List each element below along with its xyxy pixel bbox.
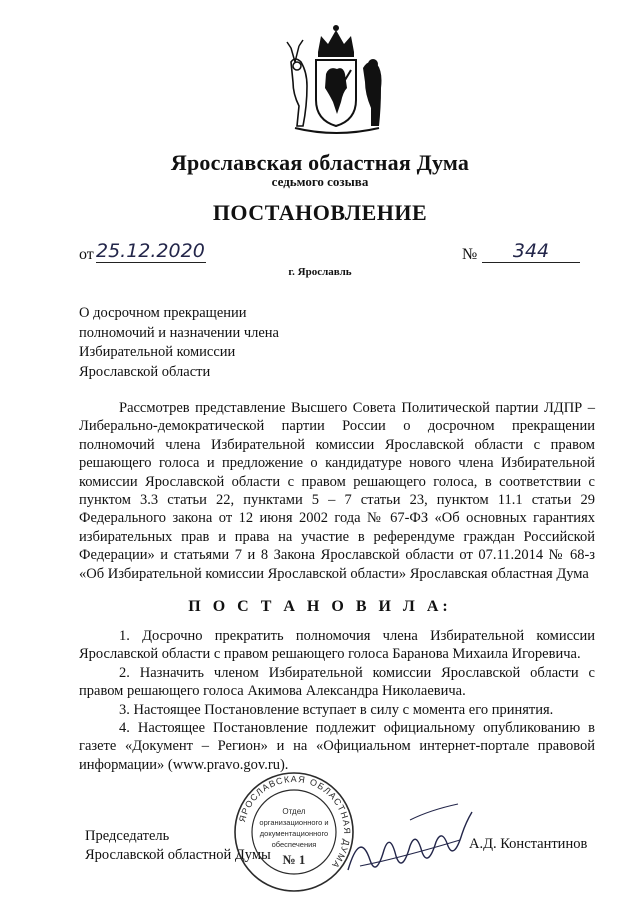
number-value: 344 bbox=[482, 240, 580, 263]
resolution-item: 2. Назначить членом Избирательной комиссии Ярославской области с правом решающего голоса Акимова Александра Николаевича. bbox=[79, 664, 595, 700]
stamp-inner-line: обеспечения bbox=[271, 840, 317, 849]
organization-name: Ярославская областная Дума bbox=[170, 150, 470, 175]
document-subject: О досрочном прекращении полномочий и назначении члена Избирательной комиссии Ярославской области bbox=[79, 305, 279, 380]
stamp-inner-line: документационного bbox=[259, 829, 329, 838]
stamp-number: № 1 bbox=[282, 852, 306, 867]
city-label: г. Ярославль bbox=[288, 266, 352, 278]
signatory-position: Председатель Ярославской областной Думы bbox=[85, 828, 271, 863]
resolution-item: 4. Настоящее Постановление подлежит официальному опубликованию в газете «Документ – Регион» и на «Официальном интернет-портале правовой информации» (www.pravo.gov.ru). bbox=[79, 720, 595, 773]
date-label: от bbox=[79, 246, 94, 263]
coat-of-arms-logo bbox=[281, 22, 391, 140]
stamp-ring-text: ЯРОСЛАВСКАЯ ОБЛАСТНАЯ ДУМА bbox=[237, 773, 353, 871]
handwritten-signature bbox=[340, 800, 480, 880]
stamp-inner-line: организационного и bbox=[259, 818, 329, 827]
stamp-inner-line: Отдел bbox=[282, 807, 306, 816]
signatory-name: А.Д. Константинов bbox=[469, 836, 588, 852]
resolution-item: 3. Настоящее Постановление вступает в силу с момента его принятия. bbox=[119, 701, 554, 718]
resolution-items bbox=[79, 627, 595, 774]
resolution-item: 1. Досрочно прекратить полномочия члена Избирательной комиссии Ярославской области с правом решающего голоса Баранова Михаила Игоревича. bbox=[79, 628, 595, 663]
number-label: № bbox=[462, 246, 478, 263]
document-type-title: ПОСТАНОВЛЕНИЕ bbox=[212, 200, 428, 225]
preamble-paragraph: Рассмотрев представление Высшего Совета Политической партии ЛДПР – Либерально-демократической партии России о досрочном прекращении полномочий члена Избирательной комиссии Ярославской области с правом решающего голоса и предложение о кандидатуре нового члена Избирательной комиссии Ярославской области с правом решающего голоса, в соответствии с пунктом 3.3 статьи 22, пунктами 5 – 7 статьи 23, пунктом 11.1 статьи 29 Федерального закона от 12 июня 2002 года № 67-ФЗ «Об основных гарантиях избирательных прав и права на участие в референдуме граждан Российской Федерации» и статьями 7 и 8 Закона Ярославской области от 07.11.2014 № 68-з «Об Избирательной комиссии Ярославской области» Ярославская областная Дума bbox=[79, 400, 595, 582]
convocation-label: седьмого созыва bbox=[271, 174, 369, 189]
resolved-heading: П О С Т А Н О В И Л А: bbox=[188, 598, 452, 615]
official-stamp bbox=[232, 770, 356, 894]
date-value: 25.12.2020 bbox=[96, 240, 205, 262]
